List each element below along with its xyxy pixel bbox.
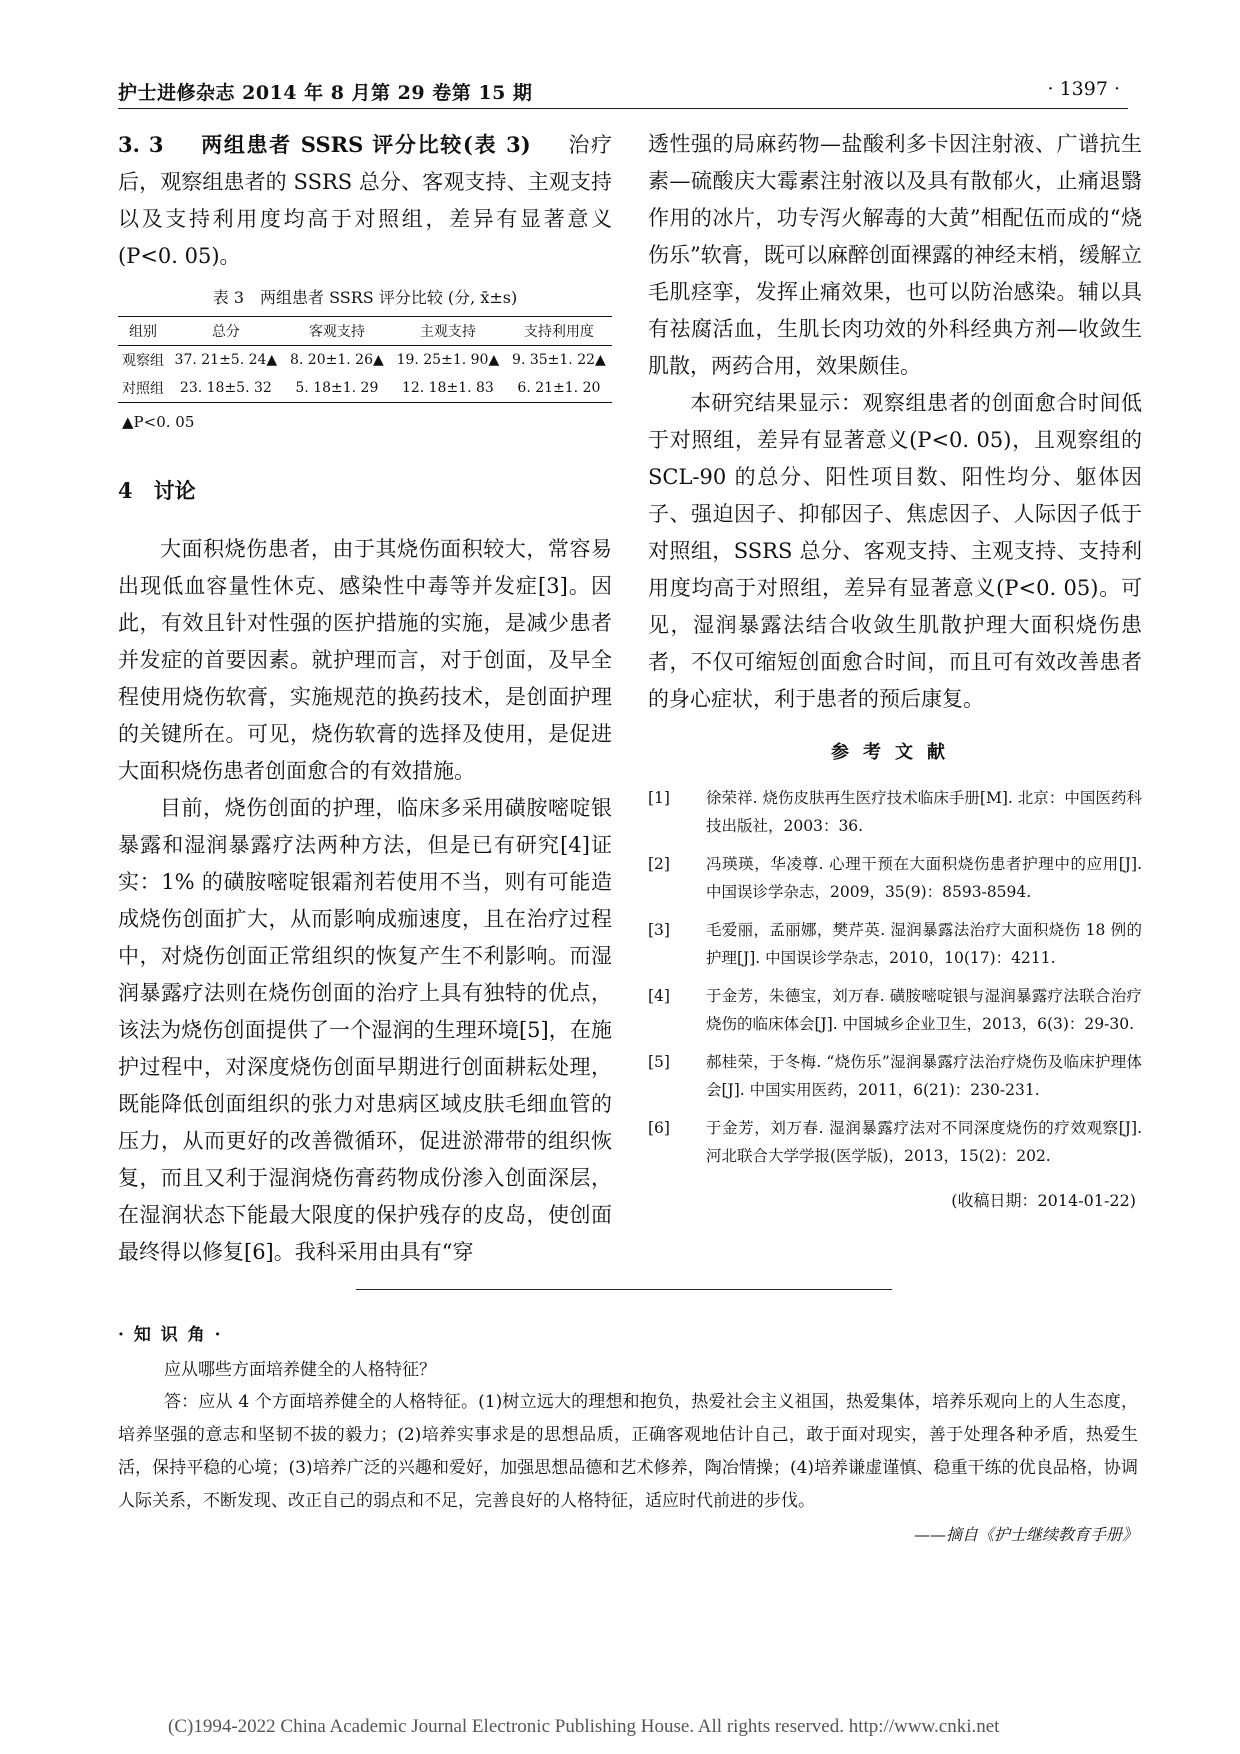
references-heading: 参考文献 bbox=[831, 742, 959, 763]
section-number: 3. 3 bbox=[118, 132, 164, 157]
table-cell: 8. 20±1. 26▲ bbox=[290, 352, 384, 368]
table-cell: 观察组 bbox=[121, 353, 164, 369]
knowledge-corner bbox=[118, 1320, 1138, 1545]
table-cell: 19. 25±1. 90▲ bbox=[396, 352, 500, 368]
reference-text: 郝桂荣，于冬梅. “烧伤乐”湿润暴露疗法治疗烧伤及临床护理体会[J]. 中国实用医药，2011，6(21)：230-231. bbox=[706, 1053, 1142, 1099]
reference-number: [3] bbox=[648, 921, 670, 939]
copyright-footer: (C)1994-2022 China Academic Journal Electronic Publishing House. All rights reserved. http://www.cnki.net bbox=[168, 1716, 1000, 1737]
discussion-paragraph-continued: 透性强的局麻药物—盐酸利多卡因注射液、广谱抗生素—硫酸庆大霉素注射液以及具有散郁火，止痛退翳作用的冰片，功专泻火解毒的大黄”相配伍而成的“烧伤乐”软膏，既可以麻醉创面裸露的神经末梢，缓解立毛肌痉挛，发挥止痛效果，也可以防治感染。辅以具有祛腐活血，生肌长肉功效的外科经典方剂—收敛生肌散，两药合用，效果颇佳。 bbox=[648, 132, 1142, 378]
reference-number: [5] bbox=[648, 1053, 670, 1071]
table-title: 表 3 两组患者 SSRS 评分比较 (分, x̄±s) bbox=[212, 288, 518, 307]
reference-item bbox=[648, 1114, 1142, 1170]
knowledge-corner-tag: · 知 识 角 · bbox=[118, 1325, 223, 1345]
table-cell: 23. 18±5. 32 bbox=[168, 374, 284, 403]
reference-item bbox=[648, 916, 1142, 972]
reference-number: [4] bbox=[648, 987, 670, 1005]
page-number: · 1397 · bbox=[1047, 78, 1120, 100]
section-3-3-paragraph bbox=[118, 126, 612, 275]
table-header: 主观支持 bbox=[390, 317, 506, 346]
table-header-row bbox=[118, 317, 612, 346]
knowledge-answer bbox=[118, 1386, 1138, 1518]
reference-item bbox=[648, 1048, 1142, 1104]
reference-text: 冯瑛瑛，华凌尊. 心理干预在大面积烧伤患者护理中的应用[J]. 中国误诊学杂志，2009，35(9)：8593-8594. bbox=[706, 855, 1142, 901]
section-4-heading: 4 讨论 bbox=[118, 478, 196, 503]
reference-text: 徐荣祥. 烧伤皮肤再生医疗技术临床手册[M]. 北京：中国医药科技出版社，2003：36. bbox=[706, 789, 1142, 835]
answer-label: 答： bbox=[164, 1392, 199, 1412]
table-header: 客观支持 bbox=[284, 317, 390, 346]
journal-citation: 护士进修杂志 2014 年 8 月第 29 卷第 15 期 bbox=[118, 82, 533, 104]
running-header bbox=[118, 76, 1128, 109]
discussion-paragraph: 大面积烧伤患者，由于其烧伤面积较大，常容易出现低血容量性休克、感染性中毒等并发症[3]。因此，有效且针对性强的医护措施的实施，是减少患者并发症的首要因素。就护理而言，对于创面，及早全程使用烧伤软膏，实施规范的换药技术，是创面护理的关键所在。可见，烧伤软膏的选择及使用，是促进大面积烧伤患者创面愈合的有效措施。 bbox=[118, 537, 612, 783]
reference-text: 于金芳，朱德宝，刘万春. 磺胺嘧啶银与湿润暴露疗法联合治疗烧伤的临床体会[J]. 中国城乡企业卫生，2013，6(3)：29-30. bbox=[706, 987, 1142, 1033]
reference-item bbox=[648, 982, 1142, 1038]
answer-text: 应从 4 个方面培养健全的人格特征。(1)树立远大的理想和抱负，热爱社会主义祖国，热爱集体，培养乐观向上的人生态度，培养坚强的意志和坚韧不拔的毅力；(2)培养实事求是的思想品质，正确客观地估计自己，敢于面对现实，善于处理各种矛盾，热爱生活，保持平稳的心境；(3)培养广泛的兴趣和爱好，加强思想品德和艺术修养，陶冶情操；(4)培养谦虚谨慎、稳重干练的优良品格，协调人际关系，不断发现、改正自己的弱点和不足，完善良好的人格特征，适应时代前进的步伐。 bbox=[118, 1392, 1139, 1511]
table-cell: 5. 18±1. 29 bbox=[284, 374, 390, 403]
ssrs-table bbox=[118, 316, 612, 403]
reference-text: 于金芳，刘万春. 湿润暴露疗法对不同深度烧伤的疗效观察[J]. 河北联合大学学报(医学版)，2013，15(2)：202. bbox=[706, 1119, 1142, 1165]
table-cell: 对照组 bbox=[118, 374, 168, 403]
received-date: (收稿日期：2014-01-22) bbox=[951, 1191, 1136, 1210]
reference-text: 毛爱丽，孟丽娜，樊芹英. 湿润暴露法治疗大面积烧伤 18 例的护理[J]. 中国误诊学杂志，2010，10(17)：4211. bbox=[706, 921, 1142, 967]
knowledge-source: ——摘自《护士继续教育手册》 bbox=[913, 1525, 1138, 1544]
table-cell: 12. 18±1. 83 bbox=[390, 374, 506, 403]
reference-number: [1] bbox=[648, 789, 670, 807]
table-row bbox=[118, 346, 612, 375]
left-column bbox=[118, 126, 612, 1271]
reference-number: [6] bbox=[648, 1119, 670, 1137]
section-title: 两组患者 SSRS 评分比较(表 3) bbox=[201, 132, 531, 157]
reference-item bbox=[648, 850, 1142, 906]
divider-line bbox=[356, 1289, 892, 1290]
table-cell: 6. 21±1. 20 bbox=[506, 374, 612, 403]
table-cell: 9. 35±1. 22▲ bbox=[512, 352, 606, 368]
discussion-paragraph: 目前，烧伤创面的护理，临床多采用磺胺嘧啶银暴露和湿润暴露疗法两种方法，但是已有研究[4]证实：1% 的磺胺嘧啶银霜剂若使用不当，则有可能造成烧伤创面扩大，从而影响成痂速度，且在治疗过程中，对烧伤创面正常组织的恢复产生不利影响。而湿润暴露疗法则在烧伤创面的治疗上具有独特的优点，该法为烧伤创面提供了一个湿润的生理环境[5]，在施护过程中，对深度烧伤创面早期进行创面耕耘处理，既能降低创面组织的张力对患病区域皮肤毛细血管的压力，从而更好的改善微循环，促进淤滞带的组织恢复，而且又利于湿润烧伤膏药物成份渗入创面深层，在湿润状态下能最大限度的保护残存的皮岛，使创面最终得以修复[6]。我科采用由具有“穿 bbox=[118, 796, 612, 1264]
reference-item bbox=[648, 784, 1142, 840]
right-column bbox=[648, 126, 1142, 1211]
section-text: 治疗后，观察组患者的 SSRS 总分、客观支持、主观支持以及支持利用度均高于对照组，差异有显著意义(P<0. 05)。 bbox=[118, 133, 613, 268]
discussion-paragraph: 本研究结果显示：观察组患者的创面愈合时间低于对照组，差异有显著意义(P<0. 05)，且观察组的 SCL-90 的总分、阳性项目数、阳性均分、躯体因子、强迫因子、抑郁因子、焦虑因子、人际因子低于对照组，SSRS 总分、客观支持、主观支持、支持利用度均高于对照组，差异有显著意义(P<0. 05)。可见，湿润暴露法结合收敛生肌散护理大面积烧伤患者，不仅可缩短创面愈合时间，而且可有效改善患者的身心症状，利于患者的预后康复。 bbox=[648, 391, 1142, 711]
table-header: 支持利用度 bbox=[506, 317, 612, 346]
table-row bbox=[118, 374, 612, 403]
table-cell: 37. 21±5. 24▲ bbox=[174, 352, 278, 368]
reference-number: [2] bbox=[648, 855, 670, 873]
table-footnote: ▲P<0. 05 bbox=[122, 413, 195, 431]
table-header: 总分 bbox=[168, 317, 284, 346]
knowledge-question: 应从哪些方面培养健全的人格特征？ bbox=[164, 1360, 436, 1380]
table-header: 组别 bbox=[118, 317, 168, 346]
